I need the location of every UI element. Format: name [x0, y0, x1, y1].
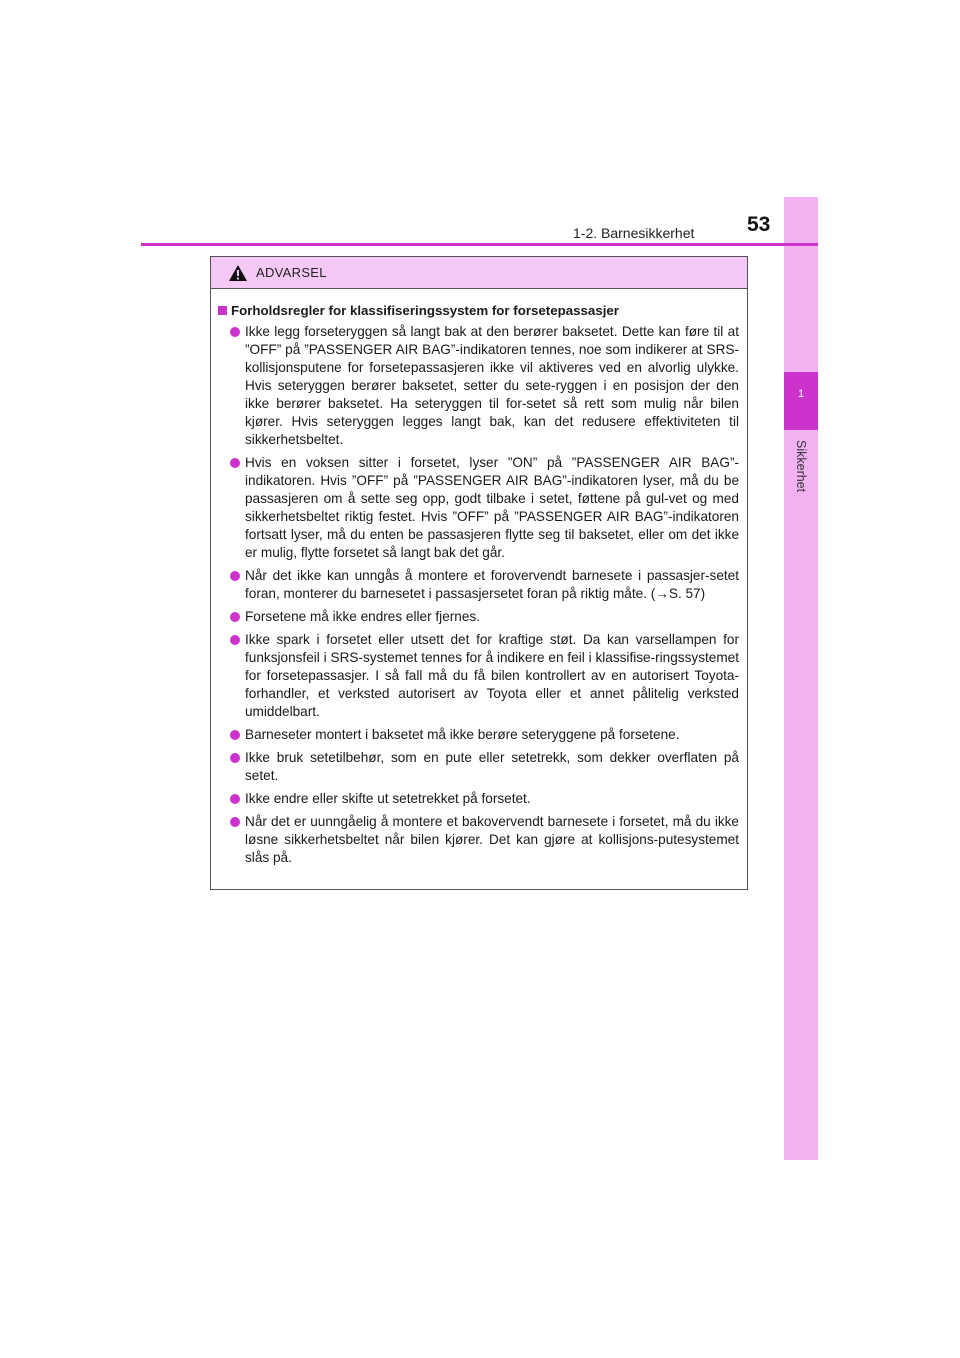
list-item-text: Når det er uunngåelig å montere et bakovervendt barnesete i forsetet, må du ikke løsne sikkerhetsbeltet når bilen kjører. Det kan gjøre at kollisjons-putesystemet slås på. [245, 814, 739, 865]
list-item-text: Ikke spark i forsetet eller utsett det for kraftige støt. Da kan varsellampen for funksjonsfeil i SRS-systemet tennes for å indikere en feil i klassifise-ringssystemet for forsetepassasjer. I så fall må du få bilen kontrollert av en autorisert Toyota-forhandler, et verksted autorisert av Toyota eller et annet pålitelig verksted umiddelbart. [245, 632, 739, 719]
list-item-text: Når det ikke kan unngås å montere et forovervendt barnesete i passasjer-setet foran, monterer du barnesetet i passasjersetet foran på riktig måte. (→S. 57) [245, 568, 739, 601]
list-item [218, 813, 739, 867]
bullet-dot-icon [230, 571, 240, 581]
header-rule [141, 243, 818, 246]
warning-header [211, 257, 747, 289]
bullet-dot-icon [230, 730, 240, 740]
list-item [218, 608, 739, 626]
list-item [218, 726, 739, 744]
warning-box [210, 256, 748, 890]
list-item [218, 631, 739, 721]
list-item-text: Ikke endre eller skifte ut setetrekket på forsetet. [245, 791, 531, 806]
bullet-dot-icon [230, 635, 240, 645]
chapter-label: Sikkerhet [794, 440, 808, 493]
bullet-dot-icon [230, 327, 240, 337]
list-item-text: Barneseter montert i baksetet må ikke berøre seteryggene på forsetene. [245, 727, 680, 742]
list-item-text: Forsetene må ikke endres eller fjernes. [245, 609, 480, 624]
chapter-number: 1 [797, 388, 805, 400]
list-item-text: Ikke bruk setetilbehør, som en pute eller setetrekk, som dekker overflaten på setet. [245, 750, 739, 783]
bullet-dot-icon [230, 794, 240, 804]
list-item [218, 790, 739, 808]
warning-title: ADVARSEL [256, 265, 327, 280]
list-item [218, 323, 739, 449]
list-item [218, 749, 739, 785]
section-title: 1-2. Barnesikkerhet [573, 225, 695, 241]
square-bullet-icon [218, 306, 227, 315]
bullet-dot-icon [230, 612, 240, 622]
warning-subheading-text: Forholdsregler for klassifiseringssystem for forsetepassasjer [231, 303, 619, 318]
page-number: 53 [747, 213, 771, 236]
warning-triangle-icon [228, 264, 248, 282]
chapter-tab-active[interactable] [784, 372, 818, 430]
list-item [218, 454, 739, 562]
bullet-dot-icon [230, 753, 240, 763]
warning-subheading [218, 301, 739, 320]
bullet-dot-icon [230, 817, 240, 827]
list-item-text: Hvis en voksen sitter i forsetet, lyser ”ON” på ”PASSENGER AIR BAG”-indikatoren. Hvis ”OFF” på ”PASSENGER AIR BAG”-indikatoren lyser, må du be passasjeren om å sette seg opp, godt tilbake i setet, føttene på gul-vet og med sikkerhetsbeltet riktig festet. Hvis ”OFF” på ”PASSENGER AIR BAG”-indikatoren fortsatt lyser, må du enten be passasjeren flytte seg til baksetet, eller om det ikke er mulig, flytte forsetet så langt bak det går. [245, 455, 739, 560]
list-item [218, 567, 739, 603]
list-item-text: Ikke legg forseteryggen så langt bak at den berører baksetet. Dette kan føre til at ”OFF” på ”PASSENGER AIR BAG”-indikatoren tennes, noe som indikerer at SRS-kollisjonsputene for forsetepassasjeren ikke vil aktiveres ved en alvorlig ulykke. Hvis seteryggen berører baksetet, setter du sete-ryggen i en posisjon der den ikke berører baksetet. Ha seteryggen til for-setet så rett som mulig når bilen kjører. Hvis seteryggen legges langt bak, kan det redusere effektiviteten til sikkerhetsbeltet. [245, 324, 739, 447]
warning-body [211, 289, 747, 867]
chapter-side-tab [784, 197, 818, 1160]
bullet-dot-icon [230, 458, 240, 468]
